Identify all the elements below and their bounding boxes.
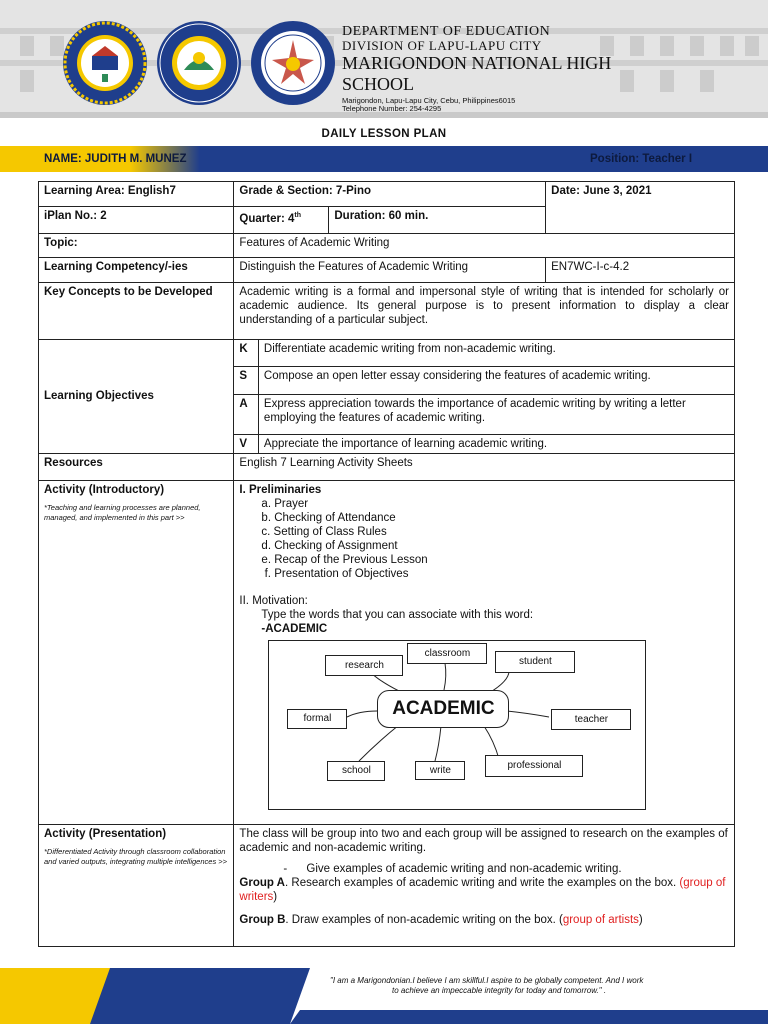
- resources-label: Resources: [39, 453, 234, 480]
- objective-code-k: K: [234, 340, 258, 366]
- group-b-tag: group of artists: [562, 913, 639, 926]
- school-telephone: Telephone Number: 254-4295: [342, 104, 442, 113]
- preliminary-item: c. Setting of Class Rules: [261, 525, 387, 538]
- mind-map-node-research: research: [325, 655, 403, 676]
- group-a-close: ): [273, 890, 278, 903]
- preliminary-item: f. Presentation of Objectives: [261, 567, 409, 580]
- competency-code: EN7WC-I-c-4.2: [546, 258, 735, 283]
- group-a-description: . Research examples of academic writing and write the examples on the box.: [285, 876, 680, 889]
- school-address: Marigondon, Lapu-Lapu City, Cebu, Philippines6015: [342, 96, 516, 105]
- objectives-cell: [234, 340, 735, 454]
- quarter: [234, 207, 329, 234]
- group-b-close: ): [638, 913, 643, 926]
- mind-map-node-school: school: [327, 761, 385, 781]
- presentation-label: Activity (Presentation): [44, 827, 167, 840]
- competency-label: Learning Competency/-ies: [39, 258, 234, 283]
- competency-value: Distinguish the Features of Academic Writing: [234, 258, 546, 283]
- intro-label: Activity (Introductory): [44, 483, 165, 496]
- department-name: DEPARTMENT OF EDUCATION: [342, 24, 551, 39]
- document-title: DAILY LESSON PLAN: [321, 128, 447, 140]
- footer-quote-line1: "I am a Marigondonian.I believe I am skillful.I aspire to be globally competent. And I work: [330, 976, 644, 985]
- group-a-text: [239, 876, 729, 904]
- learning-area: Learning Area: English7: [39, 182, 234, 207]
- lesson-date: Date: June 3, 2021: [546, 182, 735, 234]
- motivation-text: Type the words that you can associate with this word:: [261, 608, 534, 621]
- mind-map-center: ACADEMIC: [377, 690, 509, 728]
- objective-text-v: Appreciate the importance of learning academic writing.: [258, 434, 734, 453]
- mind-map-node-formal: formal: [287, 709, 347, 729]
- iplan-number: iPlan No.: 2: [39, 207, 234, 234]
- deped-seal-logo: [250, 20, 336, 106]
- intro-label-cell: [39, 480, 234, 824]
- topic-label: Topic:: [39, 234, 234, 258]
- group-a-tag: (group of writers: [239, 876, 726, 903]
- preliminary-item: b. Checking of Attendance: [261, 511, 396, 524]
- objective-code-a: A: [234, 394, 258, 434]
- preliminary-item: a. Prayer: [261, 497, 309, 510]
- presentation-content: [234, 824, 735, 946]
- group-b-description: . Draw examples of non-academic writing on the box. (: [285, 913, 563, 926]
- mind-map-node-teacher: teacher: [551, 709, 631, 730]
- quarter-superscript: th: [294, 212, 301, 219]
- motivation-word: -ACADEMIC: [261, 622, 328, 635]
- topic-value: Features of Academic Writing: [234, 234, 735, 258]
- intro-note: *Teaching and learning processes are planned, managed, and implemented in this part >>: [44, 502, 201, 522]
- group-a-label: Group A: [239, 876, 285, 889]
- duration: Duration: 60 min.: [329, 207, 546, 234]
- preliminaries-title: I. Preliminaries: [239, 483, 322, 496]
- mind-map-node-student: student: [495, 651, 575, 673]
- teacher-name: NAME: JUDITH M. MUNEZ: [44, 153, 187, 165]
- presentation-intro: The class will be group into two and each group will be assigned to research on the examples of academic and non-academic writing.: [239, 827, 728, 854]
- school-seal-logo: [62, 20, 148, 106]
- division-name: DIVISION OF LAPU-LAPU CITY: [342, 38, 542, 53]
- objective-code-s: S: [234, 366, 258, 394]
- preliminary-item: d. Checking of Assignment: [261, 539, 398, 552]
- resources-value: English 7 Learning Activity Sheets: [234, 453, 735, 480]
- academic-mind-map: [268, 640, 646, 810]
- objectives-label: Learning Objectives: [39, 340, 234, 454]
- objective-text-s: Compose an open letter essay considering the features of academic writing.: [258, 366, 734, 394]
- presentation-note: *Differentiated Activity through classroom collaboration and varied outputs, integrating multiple intelligences >>: [44, 846, 228, 866]
- objective-code-v: V: [234, 434, 258, 453]
- lesson-plan-table: [38, 181, 735, 947]
- presentation-label-cell: [39, 824, 234, 946]
- name-position-bar: [0, 146, 768, 172]
- teacher-position: Position: Teacher I: [590, 153, 693, 165]
- quarter-label: Quarter: 4: [239, 212, 295, 225]
- footer-quote-line2: to achieve an impeccable integrity for today and tomorrow." .: [392, 986, 607, 995]
- key-concepts-label: Key Concepts to be Developed: [39, 283, 234, 340]
- division-seal-logo: [156, 20, 242, 106]
- presentation-bullet: - Give examples of academic writing and non-academic writing.: [283, 862, 622, 875]
- header-banner: [0, 0, 768, 118]
- group-b-text: [239, 913, 729, 927]
- preliminary-item: e. Recap of the Previous Lesson: [261, 553, 428, 566]
- group-b-label: Group B: [239, 913, 286, 926]
- intro-content: [234, 480, 735, 824]
- mind-map-node-professional: professional: [485, 755, 583, 777]
- grade-section: Grade & Section: 7-Pino: [234, 182, 546, 207]
- mind-map-node-write: write: [415, 761, 465, 780]
- objectives-table: [234, 340, 734, 453]
- mind-map-node-classroom: classroom: [407, 643, 487, 664]
- school-name: MARIGONDON NATIONAL HIGH SCHOOL: [342, 53, 612, 94]
- objective-text-k: Differentiate academic writing from non-academic writing.: [258, 340, 734, 366]
- objective-text-a: Express appreciation towards the importance of academic writing by writing a letter employing the features of academic writing.: [258, 394, 734, 434]
- footer-quote: [330, 976, 643, 996]
- key-concepts-value: Academic writing is a formal and impersonal style of writing that is intended for scholarly or academic audience. Its general purpose is to present information to display a clear understanding of a particular subject.: [234, 283, 735, 340]
- motivation-title: II. Motivation:: [239, 594, 308, 607]
